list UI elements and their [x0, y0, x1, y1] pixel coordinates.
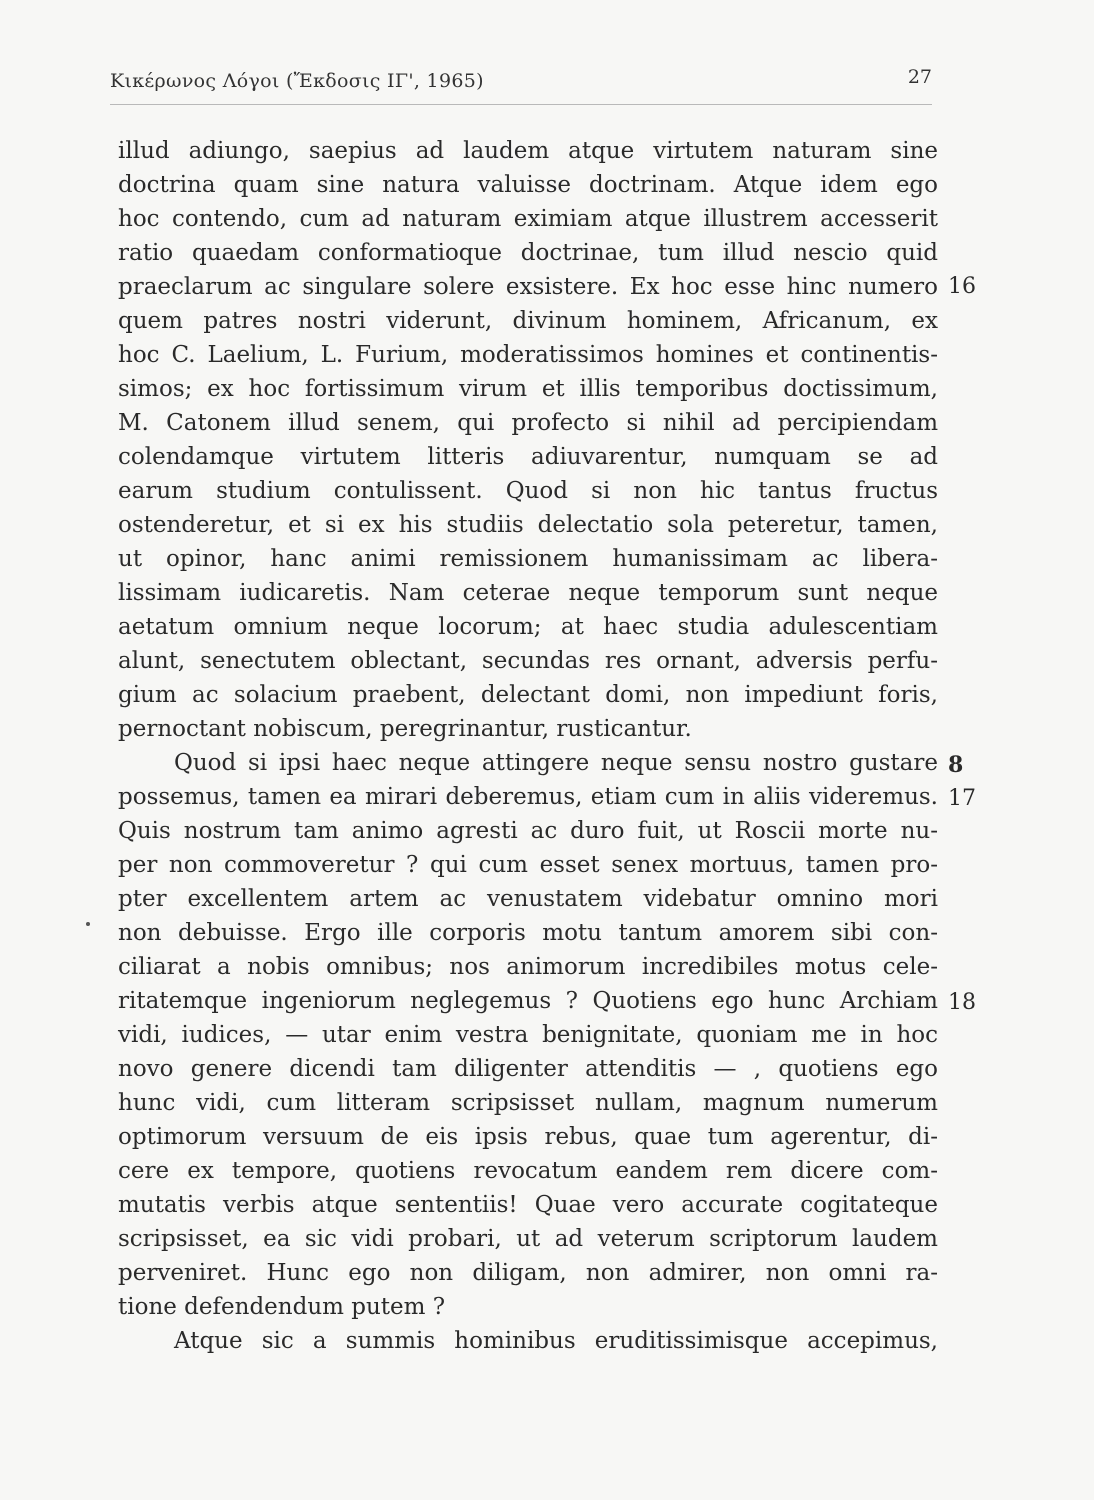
running-header	[110, 66, 932, 105]
text-line: possemus, tamen ea mirari deberemus, etiam cum in aliis videremus.	[118, 784, 938, 810]
text-line: ostenderetur, et si ex his studiis delectatio sola peteretur, tamen,	[118, 512, 938, 538]
text-line: Atque sic a summis hominibus eruditissimisque accepimus,	[174, 1328, 938, 1354]
text-line: gium ac solacium praebent, delectant domi, non impediunt foris,	[118, 682, 938, 708]
text-line: scripsisset, ea sic vidi probari, ut ad veterum scriptorum laudem	[118, 1226, 938, 1252]
text-line: Quis nostrum tam animo agresti ac duro fuit, ut Roscii morte nu-	[118, 818, 938, 844]
text-line: illud adiungo, saepius ad laudem atque virtutem naturam sine	[118, 138, 938, 164]
text-line: ratio quaedam conformatioque doctrinae, tum illud nescio quid	[118, 240, 938, 266]
text-line: quem patres nostri viderunt, divinum hominem, Africanum, ex	[118, 308, 938, 334]
section-number-16: 16	[948, 274, 976, 299]
text-line: M. Catonem illud senem, qui profecto si nihil ad percipiendam	[118, 410, 938, 436]
text-line: earum studium contulissent. Quod si non hic tantus fructus	[118, 478, 938, 504]
section-number-18: 18	[948, 990, 976, 1015]
text-line: simos; ex hoc fortissimum virum et illis temporibus doctissimum,	[118, 376, 938, 402]
text-line: ciliarat a nobis omnibus; nos animorum incredibiles motus cele-	[118, 954, 938, 980]
chapter-number-8: 8	[948, 752, 964, 778]
text-line: pernoctant nobiscum, peregrinantur, rusticantur.	[118, 716, 692, 742]
text-line: per non commoveretur ? qui cum esset senex mortuus, tamen pro-	[118, 852, 938, 878]
text-line: hoc contendo, cum ad naturam eximiam atque illustrem accesserit	[118, 206, 938, 232]
text-line: novo genere dicendi tam diligenter attenditis — , quotiens ego	[118, 1056, 938, 1082]
text-line: alunt, senectutem oblectant, secundas res ornant, adversis perfu-	[118, 648, 938, 674]
text-line: aetatum omnium neque locorum; at haec studia adulescentiam	[118, 614, 938, 640]
text-line: non debuisse. Ergo ille corporis motu tantum amorem sibi con-	[118, 920, 938, 946]
page-number: 27	[907, 66, 932, 88]
text-line: cere ex tempore, quotiens revocatum eandem rem dicere com-	[118, 1158, 938, 1184]
text-line: vidi, iudices, — utar enim vestra benignitate, quoniam me in hoc	[118, 1022, 938, 1048]
text-line: lissimam iudicaretis. Nam ceterae neque temporum sunt neque	[118, 580, 938, 606]
text-line: hoc C. Laelium, L. Furium, moderatissimos homines et continentis-	[118, 342, 938, 368]
text-line: praeclarum ac singulare solere exsistere. Ex hoc esse hinc numero	[118, 274, 938, 300]
text-line: tione defendendum putem ?	[118, 1294, 446, 1320]
text-line: pter excellentem artem ac venustatem videbatur omnino mori	[118, 886, 938, 912]
text-line: hunc vidi, cum litteram scripsisset nullam, magnum numerum	[118, 1090, 938, 1116]
stray-ink-mark	[86, 922, 90, 926]
text-line: optimorum versuum de eis ipsis rebus, quae tum agerentur, di-	[118, 1124, 938, 1150]
text-line: ritatemque ingeniorum neglegemus ? Quotiens ego hunc Archiam	[118, 988, 938, 1014]
text-line: colendamque virtutem litteris adiuvarentur, numquam se ad	[118, 444, 938, 470]
section-number-17: 17	[948, 786, 976, 811]
header-title: Κικέρωνος Λόγοι (Ἔκδοσις ΙΓ', 1965)	[110, 70, 484, 92]
text-line: ut opinor, hanc animi remissionem humanissimam ac libera-	[118, 546, 938, 572]
text-line: doctrina quam sine natura valuisse doctrinam. Atque idem ego	[118, 172, 938, 198]
text-line: Quod si ipsi haec neque attingere neque sensu nostro gustare	[174, 750, 938, 776]
text-line: perveniret. Hunc ego non diligam, non admirer, non omni ra-	[118, 1260, 938, 1286]
text-line: mutatis verbis atque sententiis! Quae vero accurate cogitateque	[118, 1192, 938, 1218]
